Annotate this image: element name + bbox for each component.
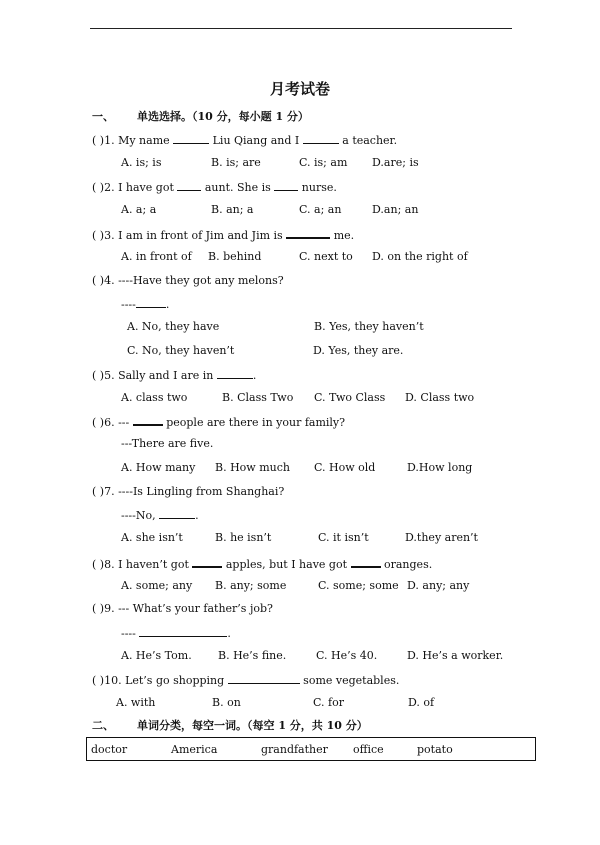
blank[interactable] [274, 180, 298, 191]
question-1-stem: ( )1. My name Liu Qiang and I a teacher. [92, 134, 398, 147]
blank[interactable] [286, 227, 330, 239]
section-2-number: 二、 [92, 719, 114, 732]
q6-option-a[interactable]: A. How many [121, 461, 196, 474]
q8-option-a[interactable]: A. some; any [121, 579, 193, 592]
blank[interactable] [177, 180, 201, 191]
q8-option-c[interactable]: C. some; some [318, 579, 399, 592]
q10-option-b[interactable]: B. on [212, 696, 241, 709]
q1-option-b[interactable]: B. is; are [211, 156, 261, 169]
q2-option-c[interactable]: C. a; an [299, 203, 342, 216]
q10-option-d[interactable]: D. of [408, 696, 435, 709]
blank[interactable] [136, 297, 166, 308]
blank[interactable] [217, 368, 253, 379]
question-7-reply: ----No, . [121, 509, 199, 522]
question-8-stem: ( )8. I haven’t got apples, but I have got oranges. [92, 558, 433, 571]
section-2-heading [92, 719, 368, 733]
q5-option-b[interactable]: B. Class Two [222, 391, 294, 404]
q9-option-b[interactable]: B. He’s fine. [218, 649, 287, 662]
q3-option-a[interactable]: A. in front of [121, 250, 192, 263]
q7-option-c[interactable]: C. it isn’t [318, 531, 369, 544]
q4-option-c[interactable]: C. No, they haven’t [127, 344, 235, 357]
question-6-reply: ---There are five. [121, 437, 214, 450]
question-9-reply: ---- . [121, 627, 231, 640]
word-item: potato [417, 743, 453, 756]
q1-option-a[interactable]: A. is; is [121, 156, 162, 169]
q6-option-b[interactable]: B. How much [215, 461, 290, 474]
word-bank-box [86, 737, 536, 761]
q10-option-c[interactable]: C. for [313, 696, 344, 709]
q1-option-c[interactable]: C. is; am [299, 156, 348, 169]
question-2-stem: ( )2. I have got aunt. She is nurse. [92, 181, 337, 194]
question-4-stem: ( )4. ----Have they got any melons? [92, 274, 284, 287]
q5-option-d[interactable]: D. Class two [405, 391, 475, 404]
q10-option-a[interactable]: A. with [116, 696, 156, 709]
q9-option-d[interactable]: D. He’s a worker. [407, 649, 504, 662]
blank[interactable] [159, 508, 195, 519]
question-3-stem: ( )3. I am in front of Jim and Jim is me. [92, 229, 355, 242]
q1-option-d[interactable]: D.are; is [372, 156, 419, 169]
header-rule [90, 28, 512, 29]
q8-option-b[interactable]: B. any; some [215, 579, 287, 592]
q2-option-d[interactable]: D.an; an [372, 203, 419, 216]
question-5-stem: ( )5. Sally and I are in . [92, 369, 257, 382]
blank[interactable] [351, 556, 381, 568]
word-item: America [171, 743, 218, 756]
q4-option-a[interactable]: A. No, they have [127, 320, 220, 333]
q5-option-c[interactable]: C. Two Class [314, 391, 386, 404]
section-1-number: 一、 [92, 110, 114, 123]
q4-option-d[interactable]: D. Yes, they are. [313, 344, 404, 357]
question-6-stem: ( )6. --- people are there in your family? [92, 416, 346, 429]
section-2-title: 单词分类，每空一词。（每空 1 分，共 10 分） [136, 719, 368, 732]
q3-option-b[interactable]: B. behind [208, 250, 262, 263]
q3-option-d[interactable]: D. on the right of [372, 250, 468, 263]
blank[interactable] [173, 133, 209, 144]
q5-option-a[interactable]: A. class two [121, 391, 188, 404]
q9-option-a[interactable]: A. He’s Tom. [121, 649, 192, 662]
q7-option-b[interactable]: B. he isn’t [215, 531, 272, 544]
q7-option-d[interactable]: D.they aren’t [405, 531, 478, 544]
blank[interactable] [303, 133, 339, 144]
q8-option-d[interactable]: D. any; any [407, 579, 470, 592]
section-1-heading [92, 110, 309, 124]
blank[interactable] [133, 414, 163, 426]
blank[interactable] [139, 626, 227, 637]
q2-option-b[interactable]: B. an; a [211, 203, 254, 216]
q6-option-c[interactable]: C. How old [314, 461, 376, 474]
q7-option-a[interactable]: A. she isn’t [121, 531, 183, 544]
question-10-stem: ( )10. Let’s go shopping some vegetables. [92, 674, 400, 687]
word-item: grandfather [261, 743, 328, 756]
word-item: office [353, 743, 384, 756]
section-1-title: 单选选择。（10 分，每小题 1 分） [136, 110, 309, 123]
q3-option-c[interactable]: C. next to [299, 250, 353, 263]
blank[interactable] [228, 673, 300, 684]
blank[interactable] [192, 556, 222, 568]
q6-option-d[interactable]: D.How long [407, 461, 473, 474]
word-item: doctor [91, 743, 128, 756]
question-4-reply: ---- . [121, 298, 170, 311]
q9-option-c[interactable]: C. He’s 40. [316, 649, 378, 662]
question-7-stem: ( )7. ----Is Lingling from Shanghai? [92, 485, 285, 498]
q2-option-a[interactable]: A. a; a [121, 203, 157, 216]
page-title: 月考试卷 [269, 80, 330, 98]
question-9-stem: ( )9. --- What’s your father’s job? [92, 602, 273, 615]
q4-option-b[interactable]: B. Yes, they haven’t [314, 320, 424, 333]
